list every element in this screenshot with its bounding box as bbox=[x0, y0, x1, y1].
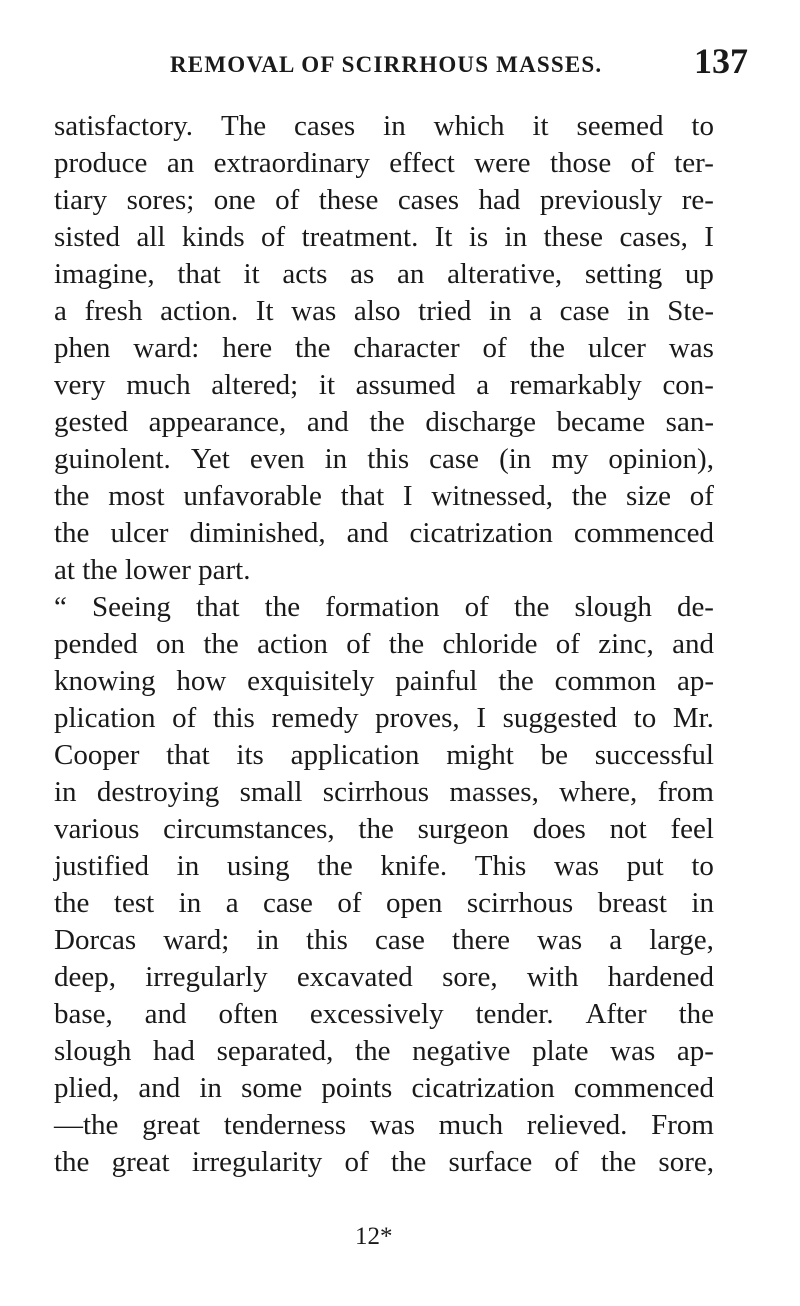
text-line: Dorcas ward; in this case there was a large, bbox=[54, 924, 714, 956]
text-line: imagine, that it acts as an alterative, setting up bbox=[54, 258, 714, 290]
text-line: phen ward: here the character of the ulcer was bbox=[54, 332, 714, 364]
text-line: sisted all kinds of treatment. It is in these cases, I bbox=[54, 221, 714, 253]
text-line: slough had separated, the negative plate was ap- bbox=[54, 1035, 714, 1067]
body-text bbox=[54, 108, 714, 1181]
text-line: —the great tenderness was much relieved. From bbox=[54, 1109, 714, 1141]
text-line: base, and often excessively tender. After the bbox=[54, 998, 714, 1030]
running-title: REMOVAL OF SCIRRHOUS MASSES. bbox=[170, 52, 603, 77]
text-line: tiary sores; one of these cases had previously re- bbox=[54, 184, 714, 216]
running-head bbox=[0, 40, 800, 90]
text-line: gested appearance, and the discharge became san- bbox=[54, 406, 714, 438]
text-line: in destroying small scirrhous masses, where, from bbox=[54, 776, 714, 808]
text-line: the great irregularity of the surface of the sore, bbox=[54, 1146, 714, 1178]
text-line: knowing how exquisitely painful the common ap- bbox=[54, 665, 714, 697]
text-line: justified in using the knife. This was put to bbox=[54, 850, 714, 882]
text-line: various circumstances, the surgeon does not feel bbox=[54, 813, 714, 845]
text-line: at the lower part. bbox=[54, 554, 251, 586]
text-line: pended on the action of the chloride of zinc, and bbox=[54, 628, 714, 660]
signature-mark: 12* bbox=[355, 1223, 393, 1250]
text-line: very much altered; it assumed a remarkably con- bbox=[54, 369, 714, 401]
text-line: satisfactory. The cases in which it seemed to bbox=[54, 110, 714, 142]
page-number: 137 bbox=[694, 41, 748, 81]
text-line: the ulcer diminished, and cicatrization commenced bbox=[54, 517, 714, 549]
text-line: the test in a case of open scirrhous breast in bbox=[54, 887, 714, 919]
text-line: plied, and in some points cicatrization commenced bbox=[54, 1072, 714, 1104]
text-line: guinolent. Yet even in this case (in my opinion), bbox=[54, 443, 714, 475]
text-line: Cooper that its application might be successful bbox=[54, 739, 714, 771]
text-line: plication of this remedy proves, I suggested to Mr. bbox=[54, 702, 714, 734]
text-line: deep, irregularly excavated sore, with hardened bbox=[54, 961, 714, 993]
text-line: produce an extraordinary effect were those of ter- bbox=[54, 147, 714, 179]
text-line: “ Seeing that the formation of the slough de- bbox=[54, 591, 714, 623]
text-line: the most unfavorable that I witnessed, the size of bbox=[54, 480, 714, 512]
text-line: a fresh action. It was also tried in a case in Ste- bbox=[54, 295, 714, 327]
